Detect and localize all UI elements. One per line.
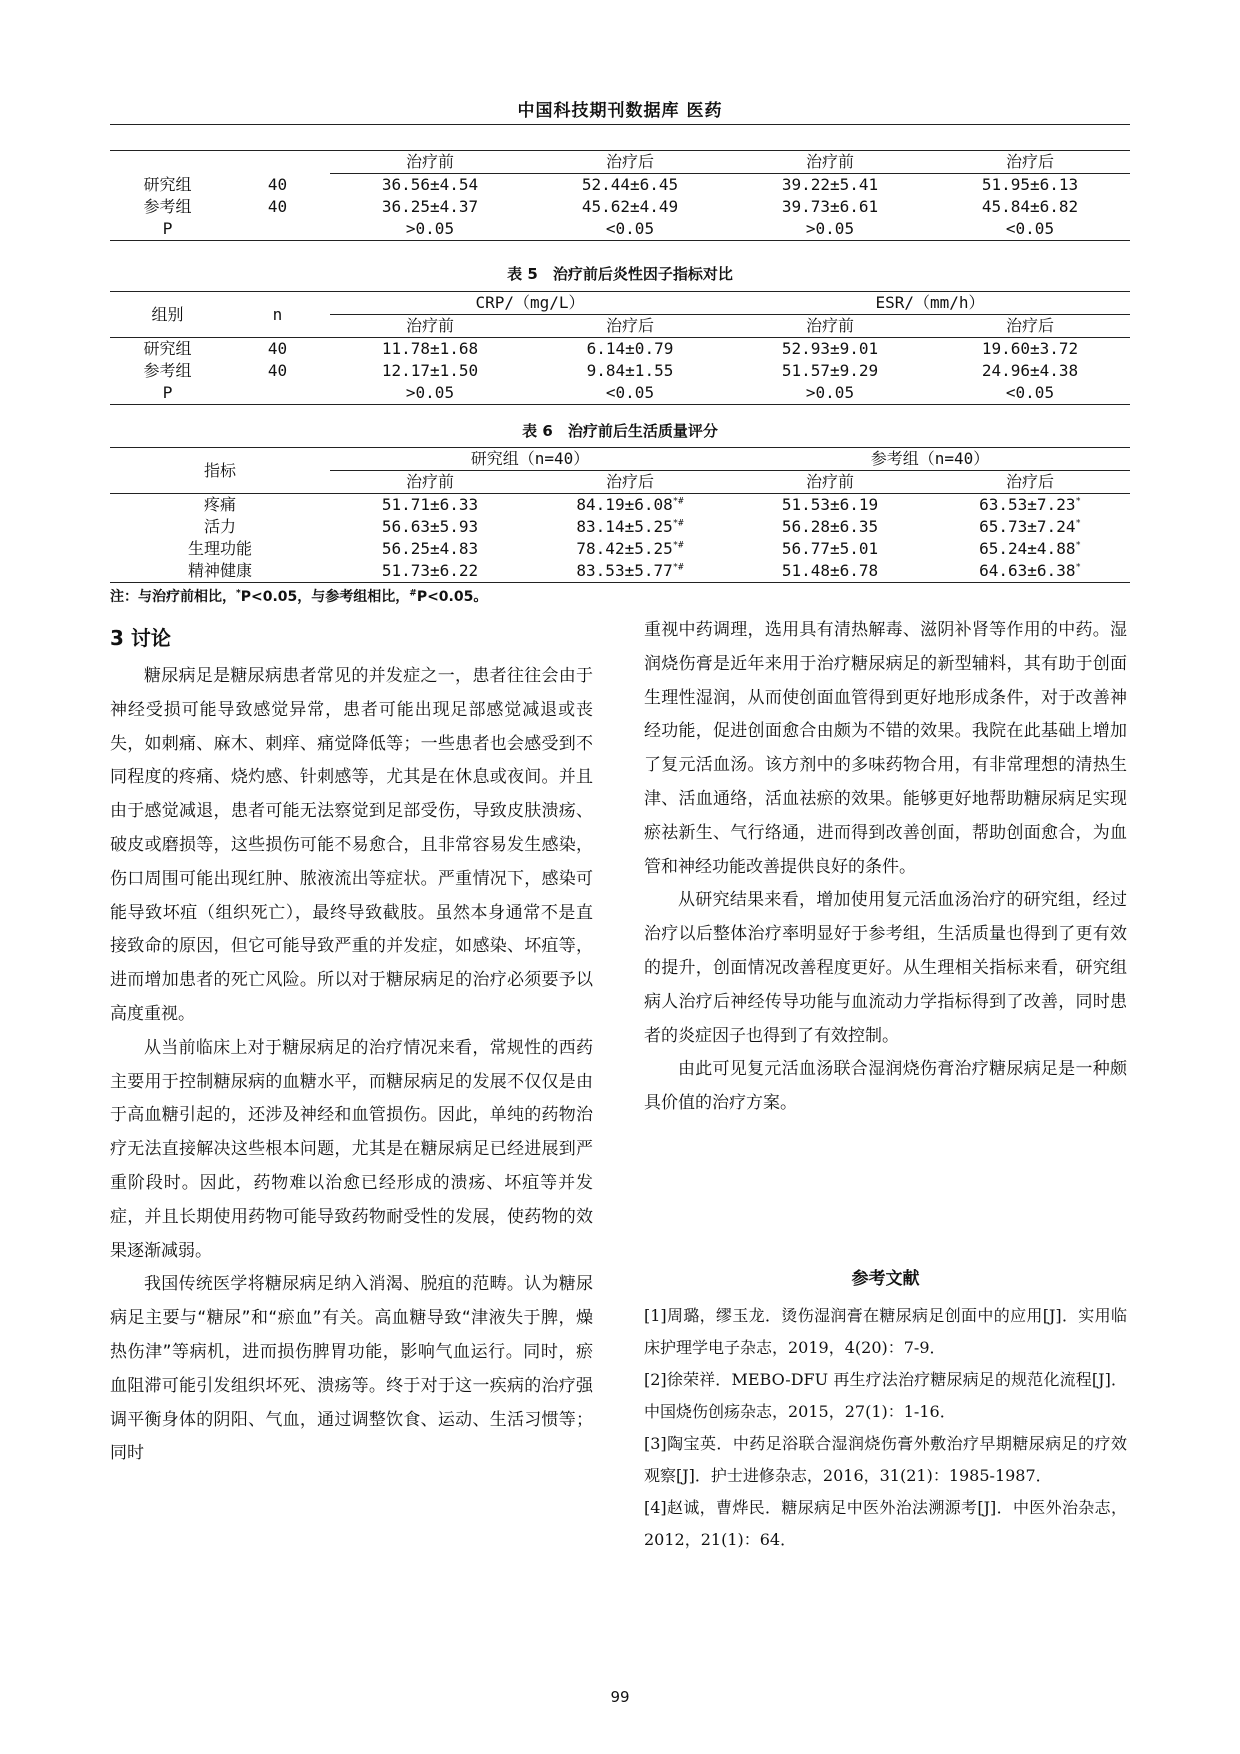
reference-item: [2]徐荣祥．MEBO-DFU 再生疗法治疗糖尿病足的规范化流程[J]．中国烧伤创疡杂志，2015，27(1)：1-16． xyxy=(644,1370,1127,1421)
table-row xyxy=(110,196,1130,218)
cell: 51.71±6.33 xyxy=(381,495,479,514)
table-4-fragment xyxy=(110,150,1130,241)
cell: 精神健康 xyxy=(110,560,330,583)
cell: 65.24±4.88* xyxy=(979,539,1081,558)
cell: <0.05 xyxy=(530,218,730,241)
cell: 39.73±6.61 xyxy=(781,197,879,216)
header-rule xyxy=(110,124,1130,125)
t4-subheader: 治疗前 xyxy=(330,151,530,174)
table-row xyxy=(110,360,1130,382)
page-number: 99 xyxy=(610,1688,630,1706)
cell: 78.42±5.25*# xyxy=(576,539,684,558)
cell: P xyxy=(110,218,225,241)
t4-subheader: 治疗前 xyxy=(730,151,930,174)
cell: 36.56±4.54 xyxy=(381,175,479,194)
t6-subheader: 治疗后 xyxy=(930,471,1130,494)
t5-group-crp: CRP/（mg/L） xyxy=(330,292,730,315)
t6-group-study: 研究组（n=40） xyxy=(330,448,730,471)
cell: 56.77±5.01 xyxy=(781,539,879,558)
cell: 52.93±9.01 xyxy=(781,339,879,358)
t6-subheader: 治疗后 xyxy=(530,471,730,494)
cell: >0.05 xyxy=(330,382,530,405)
left-column xyxy=(110,660,593,1471)
table-row xyxy=(110,174,1130,197)
cell: 参考组 xyxy=(143,197,192,216)
table-5 xyxy=(110,291,1130,405)
table-row xyxy=(110,538,1130,560)
cell: 36.25±4.37 xyxy=(381,197,479,216)
references-title: 参考文献 xyxy=(851,1269,920,1289)
cell: 64.63±6.38* xyxy=(930,560,1130,583)
cell: <0.05 xyxy=(530,382,730,405)
cell: 45.62±4.49 xyxy=(581,197,679,216)
t6-subheader: 治疗前 xyxy=(330,471,530,494)
cell: 研究组 xyxy=(143,174,192,194)
cell: 83.14±5.25*# xyxy=(576,517,684,536)
table-row xyxy=(110,560,1130,583)
cell: 19.60±3.72 xyxy=(981,339,1079,358)
paragraph: 糖尿病足是糖尿病患者常见的并发症之一，患者往往会由于神经受损可能导致感觉异常，患者可能出现足部感觉减退或丧失，如刺痛、麻木、刺痒、痛觉降低等；一些患者也会感受到不同程度的疼痛、烧灼感、针刺感等，尤其是在休息或夜间。并且由于感觉减退，患者可能无法察觉到足部受伤，导致皮肤溃疡、破皮或磨损等，这些损伤可能不易愈合，且非常容易发生感染，伤口周围可能出现红肿、脓液流出等症状。严重情况下，感染可能导致坏疽（组织死亡），最终导致截肢。虽然本身通常不是直接致命的原因，但它可能导致严重的并发症，如感染、坏疽等，进而增加患者的死亡风险。所以对于糖尿病足的治疗必须要予以高度重视。 xyxy=(110,666,593,1024)
paragraph: 我国传统医学将糖尿病足纳入消渴、脱疽的范畴。认为糖尿病足主要与“糖尿”和“瘀血”有关。高血糖导致“津液失于脾，燥热伤津”等病机，进而损伤脾胃功能，影响气血运行。同时，瘀血阻滞可能引发组织坏死、溃疡等。终于对于这一疾病的治疗强调平衡身体的阴阳、气血，通过调整饮食、运动、生活习惯等；同时 xyxy=(110,1274,593,1464)
t5-col-n: n xyxy=(225,292,330,338)
t4-subheader: 治疗后 xyxy=(930,151,1130,174)
cell: 24.96±4.38 xyxy=(981,361,1079,380)
t5-col-group: 组别 xyxy=(110,292,225,338)
cell: 疼痛 xyxy=(110,494,330,517)
cell: 56.28±6.35 xyxy=(781,517,879,536)
cell: 12.17±1.50 xyxy=(381,361,479,380)
cell: <0.05 xyxy=(930,218,1130,241)
paragraph: 从当前临床上对于糖尿病足的治疗情况来看，常规性的西药主要用于控制糖尿病的血糖水平，而糖尿病足的发展不仅仅是由于高血糖引起的，还涉及神经和血管损伤。因此，单纯的药物治疗无法直接解决这些根本问题，尤其是在糖尿病足已经进展到严重阶段时。因此，药物难以治愈已经形成的溃疡、坏疽等并发症，并且长期使用药物可能导致药物耐受性的发展，使药物的效果逐渐减弱。 xyxy=(110,1037,593,1261)
cell: >0.05 xyxy=(730,218,930,241)
cell: 84.19±6.08*# xyxy=(576,495,684,514)
cell: 51.95±6.13 xyxy=(981,175,1079,194)
cell: 45.84±6.82 xyxy=(981,197,1079,216)
cell: 研究组 xyxy=(110,338,225,361)
table-6-caption: 表 6 治疗前后生活质量评分 xyxy=(522,422,718,440)
cell: <0.05 xyxy=(930,382,1130,405)
paragraph: 由此可见复元活血汤联合湿润烧伤膏治疗糖尿病足是一种颇具价值的治疗方案。 xyxy=(644,1059,1127,1114)
cell xyxy=(225,218,330,241)
t5-subheader: 治疗后 xyxy=(930,315,1130,338)
journal-header: 中国科技期刊数据库 医药 xyxy=(517,101,723,121)
cell: >0.05 xyxy=(730,382,930,405)
paragraph: 重视中药调理，选用具有清热解毒、滋阴补肾等作用的中药。湿润烧伤膏是近年来用于治疗糖尿病足的新型辅料，其有助于创面生理性湿润，从而使创面血管得到更好地形成条件，对于改善神经功能，促进创面愈合由颇为不错的效果。我院在此基础上增加了复元活血汤。该方剂中的多味药物合用，有非常理想的清热生津、活血通络，活血祛瘀的效果。能够更好地帮助糖尿病足实现瘀祛新生、气行络通，进而得到改善创面，帮助创面愈合，为血管和神经功能改善提供良好的条件。 xyxy=(644,620,1127,877)
table-row xyxy=(110,218,1130,241)
table-row xyxy=(110,382,1130,405)
cell: 51.53±6.19 xyxy=(781,495,879,514)
cell: 40 xyxy=(267,197,288,216)
section-title: 3 讨论 xyxy=(110,626,171,650)
cell: 83.53±5.77*# xyxy=(530,560,730,583)
cell: >0.05 xyxy=(330,218,530,241)
cell: 51.48±6.78 xyxy=(730,560,930,583)
cell: 56.25±4.83 xyxy=(381,539,479,558)
t4-subheader: 治疗后 xyxy=(530,151,730,174)
cell: 40 xyxy=(267,174,288,194)
table-row xyxy=(110,516,1130,538)
t6-group-ref: 参考组（n=40） xyxy=(730,448,1130,471)
references-list xyxy=(644,1300,1127,1556)
cell: 40 xyxy=(225,338,330,361)
t5-group-esr: ESR/（mm/h） xyxy=(730,292,1130,315)
reference-item: [3]陶宝英．中药足浴联合湿润烧伤膏外敷治疗早期糖尿病足的疗效观察[J]．护士进修杂志，2016，31(21)：1985-1987． xyxy=(644,1434,1127,1485)
cell: 参考组 xyxy=(143,361,192,380)
table-5-caption: 表 5 治疗前后炎性因子指标对比 xyxy=(507,265,733,283)
t5-subheader: 治疗后 xyxy=(530,315,730,338)
t6-subheader: 治疗前 xyxy=(730,471,930,494)
cell: 52.44±6.45 xyxy=(581,175,679,194)
cell: 9.84±1.55 xyxy=(586,361,674,380)
cell: 6.14±0.79 xyxy=(586,339,674,358)
table-6 xyxy=(110,447,1130,583)
table-row xyxy=(110,494,1130,517)
right-column xyxy=(644,614,1127,1121)
cell: 65.73±7.24* xyxy=(979,517,1081,536)
paragraph: 从研究结果来看，增加使用复元活血汤治疗的研究组，经过治疗以后整体治疗率明显好于参考组，生活质量也得到了更有效的提升，创面情况改善程度更好。从生理相关指标来看，研究组病人治疗后神经传导功能与血流动力学指标得到了改善，同时患者的炎症因子也得到了有效控制。 xyxy=(644,890,1127,1046)
cell: 63.53±7.23* xyxy=(979,495,1081,514)
cell: 生理功能 xyxy=(187,539,252,558)
cell: P xyxy=(110,382,225,405)
table-row xyxy=(110,338,1130,361)
cell: 40 xyxy=(267,361,288,380)
cell: 56.63±5.93 xyxy=(381,517,479,536)
cell: 活力 xyxy=(203,517,236,536)
t6-col-index: 指标 xyxy=(110,448,330,494)
cell: 51.57±9.29 xyxy=(781,361,879,380)
reference-item: [1]周璐，缪玉龙．烫伤湿润膏在糖尿病足创面中的应用[J]．实用临床护理学电子杂志，2019，4(20)：7-9． xyxy=(644,1306,1127,1357)
cell: 11.78±1.68 xyxy=(381,339,479,358)
t5-subheader: 治疗前 xyxy=(330,315,530,338)
table-note: 注：与治疗前相比，*P<0.05，与参考组相比，#P<0.05。 xyxy=(110,588,488,605)
reference-item: [4]赵诚，曹烨民．糖尿病足中医外治法溯源考[J]．中医外治杂志，2012，21(1)：64． xyxy=(644,1498,1127,1549)
cell: 39.22±5.41 xyxy=(781,175,879,194)
cell xyxy=(225,382,330,405)
t5-subheader: 治疗前 xyxy=(730,315,930,338)
cell: 51.73±6.22 xyxy=(330,560,530,583)
